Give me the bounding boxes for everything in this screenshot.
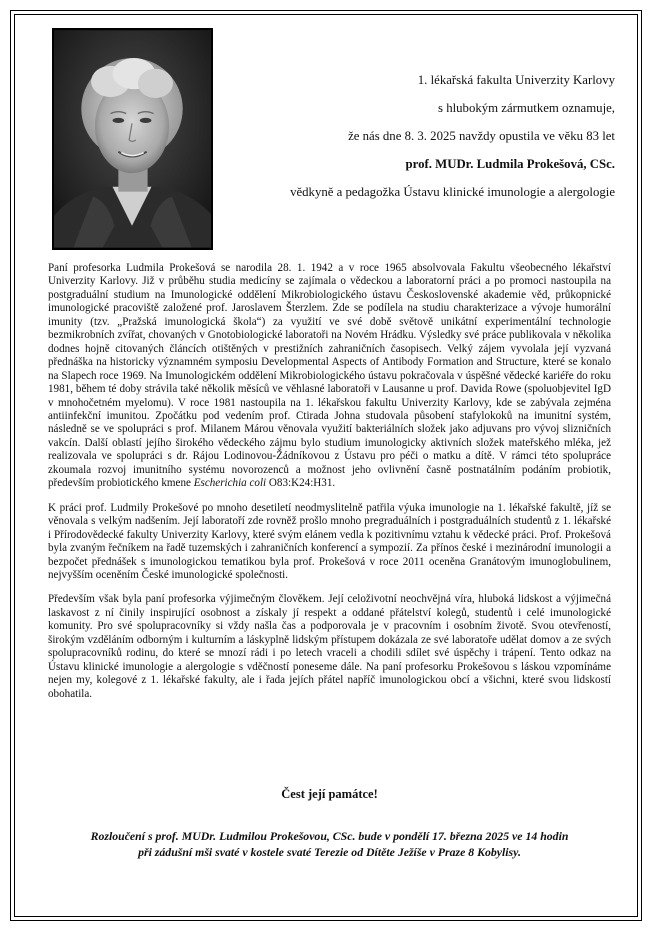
portrait-photo (52, 28, 213, 250)
faculty-name: 1. lékařská fakulta Univerzity Karlovy (417, 73, 615, 87)
farewell-line-1: Rozloučení s prof. MUDr. Ludmilou Prokešovou, CSc. bude v pondělí 17. března 2025 ve 14 hodin (90, 829, 569, 843)
biography-text: Paní profesorka Ludmila Prokešová se narodila 28. 1. 1942 a v roce 1965 absolvovala Fakultu všeobecného lékařství Univerzity Karlovy. Již v průběhu studia medicíny se zajímala o vědeckou a laboratorní práci a po promoci nastoupila na postgraduální studium na Imunologické oddělení Mikrobiologického ústavu Československé akademie věd, průkopnické imunologické pracoviště založené prof. Jaroslavem Šterzlem. Zde se podílela na studiu charakterizace a vývoje humorální imunity (tzv. „Pražská imunologická škola“) za využití ve své době světově unikátní experimentální technologie bezmikrobních zvířat, chovaných v Gnotobiologické laboratoři na Novém Hrádku. Výsledky své práce publikovala v několika dodnes hojně citovaných článcích otištěných v prestižních zahraničních časopisech. Velký zájem vyvolala její vyzvaná přednáška na historicky významném symposiu Developmental Aspects of Antibody Formation and Structure, které se konalo na Slapech roce 1969. Na Imunologickém oddělení Mikrobiologického ústavu pokračovala v úspěšné vědecké kariéře do roku 1981, během té doby strávila také několik měsíců ve věhlasné laboratoři v Lausanne u prof. Davida Rowe (spoluobjevitel IgD v mnohočetném myelomu). V roce 1981 nastoupila na 1. lékařskou fakultu Univerzity Karlovy, kde se zabývala zejména antiinfekční imunitou. Zpočátku pod vedením prof. Ctirada Johna studovala působení stafylokoků na imunitní systém, následně se ve spolupráci s prof. Milanem Márou věnovala využití bakteriálních složek jako adjuvans pro vývoj slizničních vakcín. Další oblastí jejího širokého vědeckého zájmu bylo studium imunologicky aktivních složek mateřského mléka, jež realizovala ve spolupráci s dr. Rájou Lodinovou-Žádníkovou z Ústavu pro péči o matku a dítě. V rámci této spolupráce zkoumala rozvoj imunitního systému novorozenců a možnost jeho ovlivnění časně postnatálním podáním probiotik, především probiotického kmene (48, 262, 611, 490)
farewell-notice (40, 829, 619, 860)
announcement-header (240, 66, 615, 206)
announcement-line: s hlubokým zármutkem oznamuje, (438, 101, 615, 115)
paragraph-biography (48, 262, 611, 491)
bacteria-name: Escherichia coli (193, 477, 267, 490)
deceased-name: prof. MUDr. Ludmila Prokešová, CSc. (405, 157, 615, 171)
death-date-line: že nás dne 8. 3. 2025 navždy opustila ve věku 83 let (348, 129, 615, 143)
paragraph-teaching: K práci prof. Ludmily Prokešové po mnoho desetiletí neodmyslitelně patřila výuka imunologie na 1. lékařské fakultě, jíž se věnovala s velkým nadšením. Její laboratoří zde rovněž prošlo mnoho pregraduálních i postgraduálních studentů z 1. lékařské i Přírodovědecké fakulty Univerzity Karlovy, které svým elánem vedla k pozitivnímu vztahu k vědecké práci. Prof. Prokešová byla zvaným řečníkem na řadě tuzemských i zahraničních konferencí a sympozií. Za přínos české i mezinárodní imunologii a bezpočet přednášek s imunologickou tematikou byla prof. Prokešová v roce 2011 oceněna Granátovým imunoglobulinem, nejvyšším oceněním České imunologické společnosti. (48, 501, 611, 581)
deceased-role: vědkyně a pedagožka Ústavu klinické imunologie a alergologie (290, 185, 615, 199)
paragraph-personal: Především však byla paní profesorka výjimečným člověkem. Její celoživotní neochvějná víra, hluboká lidskost a výjimečná laskavost z ní činily inspirující osobnost a získaly jí respekt a oddané přátelství kolegů, studentů i celé imunologické komunity. Pro své spolupracovníky si vždy našla čas a podporovala je v pracovním i osobním životě. Svou otevřeností, širokým vzděláním odborným i kulturním a láskyplně lidským přístupem dokázala ze své laboratoře udělat domov a ze svých spolupracovníků rodinu, do které se mnozí rádi i po letech vraceli a chodili sdílet své úspěchy i trápení. Tento odkaz na Ústavu klinické imunologie a alergologie s vděčností poneseme dále. Na paní profesorku Prokešovou s láskou vzpomínáme nejen my, kolegové z 1. lékařské fakulty, ale i řada jejích přátel napříč imunologickou obcí a všichni, které svou lidskostí obohatila. (48, 593, 611, 700)
biography-text-end: O83:K24:H31. (266, 477, 336, 490)
obituary-body (48, 262, 611, 712)
farewell-line-2: při zádušní mši svaté v kostele svaté Terezie od Dítěte Ježíše v Praze 8 Kobylisy. (138, 844, 521, 859)
portrait-illustration (54, 30, 211, 248)
honor-line: Čest její památce! (281, 787, 378, 801)
